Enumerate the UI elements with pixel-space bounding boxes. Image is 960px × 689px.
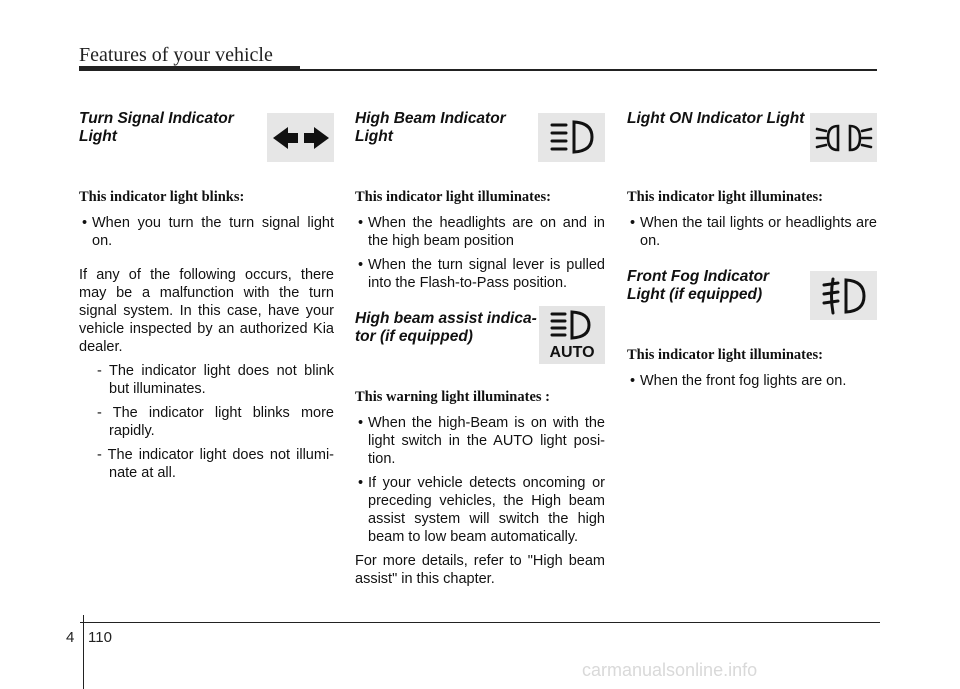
- column-middle: [355, 110, 605, 594]
- turn-signal-bullet: • When you turn the turn signal light on.: [79, 214, 334, 250]
- front-fog-heading: [627, 268, 877, 322]
- light-on-lead: This indicator light illuminates:: [627, 189, 823, 205]
- high-beam-assist-reference: For more details, refer to "High beam assist" in this chapter.: [355, 553, 605, 587]
- column-right: [627, 110, 877, 396]
- high-beam-auto-icon: [539, 306, 605, 364]
- tail-light-icon: [810, 113, 877, 162]
- column-left: [79, 110, 334, 488]
- front-fog-bullet: • When the front fog lights are on.: [627, 372, 877, 390]
- page-number: 110: [88, 629, 112, 646]
- footer-divider: [83, 615, 84, 689]
- turn-signal-arrows-icon: [267, 113, 334, 162]
- high-beam-lead: This indicator light illuminates:: [355, 189, 551, 205]
- turn-signal-lead: This indicator light blinks:: [79, 189, 245, 205]
- high-beam-assist-bullet: • If your vehicle detects oncoming or preceding vehicles, the High beam assist system will switch the high beam to low beam automatically.: [355, 474, 605, 546]
- high-beam-bullet: • When the turn signal lever is pulled into the Flash-to-Pass position.: [355, 256, 605, 292]
- high-beam-assist-bullet: • When the high-Beam is on with the light switch in the AUTO light posi- tion.: [355, 414, 605, 468]
- turn-signal-sub-item: - The indicator light does not illumi- nate at all.: [97, 447, 334, 481]
- high-beam-assist-heading: [355, 310, 605, 374]
- turn-signal-title: Turn Signal Indicator Light: [79, 110, 234, 145]
- footer-rule: [80, 622, 880, 623]
- header-title: Features of your vehicle: [79, 44, 273, 66]
- header-rule-thick: [79, 66, 300, 71]
- high-beam-assist-title: High beam assist indica- tor (if equipped): [355, 310, 537, 345]
- light-on-title: Light ON Indicator Light: [627, 110, 805, 127]
- turn-signal-sub-item: - The indicator light blinks more rapidly.: [97, 405, 334, 439]
- high-beam-heading: [355, 110, 605, 164]
- chapter-number: 4: [66, 629, 75, 646]
- turn-signal-heading: [79, 110, 334, 164]
- header-rule-thin: [300, 69, 877, 71]
- front-fog-title: Front Fog Indicator Light (if equipped): [627, 268, 770, 303]
- front-fog-lead: This indicator light illuminates:: [627, 347, 823, 363]
- front-fog-light-icon: [810, 271, 877, 320]
- light-on-bullet: • When the tail lights or headlights are on.: [627, 214, 877, 250]
- light-on-heading: [627, 110, 877, 164]
- high-beam-title: High Beam Indicator Light: [355, 110, 506, 145]
- turn-signal-sub-item: - The indicator light does not blink but illuminates.: [97, 363, 334, 397]
- turn-signal-malfunction-text: If any of the following occurs, there may be a malfunction with the turn signal system. In this case, have your vehicle inspected by an authorized Kia dealer.: [79, 267, 334, 355]
- high-beam-icon: [538, 113, 605, 162]
- svg-text:AUTO: AUTO: [549, 344, 595, 361]
- high-beam-assist-lead: This warning light illuminates :: [355, 389, 550, 405]
- watermark: carmanualsonline.info: [582, 660, 758, 680]
- high-beam-bullet: • When the headlights are on and in the high beam position: [355, 214, 605, 250]
